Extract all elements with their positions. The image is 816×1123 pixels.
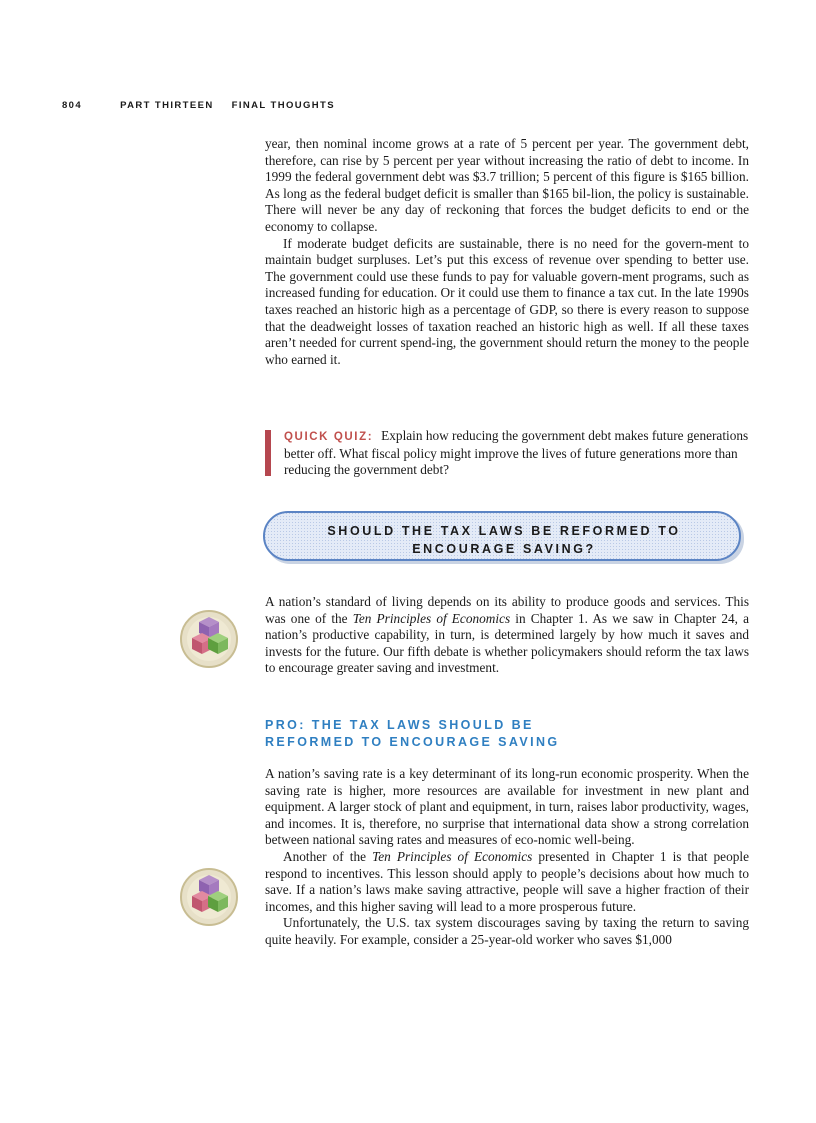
banner-title bbox=[262, 522, 746, 558]
book-title: Ten Principles of Economics bbox=[372, 848, 533, 864]
debate-title-banner bbox=[262, 510, 746, 566]
running-head bbox=[62, 100, 335, 111]
paragraph: year, then nominal income grows at a rate of 5 percent per year. The government debt, therefore, can rise by 5 percent per year without increasing the ratio of debt to income. In 1999 the federal government debt was $3.7 trillion; 5 percent of this figure is $165 billion. As long as the federal budget deficit is smaller than $165 bil-lion, the policy is sustainable. There will never be any day of reckoning that forces the budget deficits to end or the economy to collapse. bbox=[265, 136, 749, 234]
banner-line-1: SHOULD THE TAX LAWS BE REFORMED TO bbox=[327, 524, 681, 538]
paragraph bbox=[265, 594, 749, 677]
pro-heading bbox=[265, 717, 749, 751]
part-label: PART THIRTEEN bbox=[120, 100, 214, 111]
text-run: presented in Chapter 1 is that people respond to incentives. This lesson should apply to people’s decisions about how much to save. If a nation’s laws make saving attractive, people will save a higher fraction of their incomes, and this higher saving will lead to a more prosperous future. bbox=[265, 848, 749, 914]
paragraph bbox=[265, 849, 749, 915]
paragraph: If moderate budget deficits are sustainable, there is no need for the govern-ment to maintain budget surpluses. Let’s put this excess of revenue over spending to better use. The government could use these funds to pay for valuable govern-ment programs, such as increased funding for education. Or it could use them to finance a tax cut. In the late 1990s taxes reached an historic high as a percentage of GDP, so there is every reason to suppose that the deadweight losses of taxation reached an historic high as well. If all these taxes aren’t needed for current spend-ing, the government should return the money to the people who earned it. bbox=[265, 235, 749, 367]
pro-heading-line-2: REFORMED TO ENCOURAGE SAVING bbox=[265, 735, 560, 749]
quiz-accent-bar bbox=[265, 430, 271, 476]
intro bbox=[265, 594, 749, 677]
text-run: Another of the bbox=[283, 848, 373, 864]
section-label: FINAL THOUGHTS bbox=[231, 100, 335, 111]
principles-cubes-icon bbox=[178, 866, 240, 928]
text-run: in Chapter 1. As we saw in Chapter 24, a nation’s productive capability, in turn, is determined largely by how much it saves and invests for the future. Our fifth debate is whether policymakers should reform the tax laws to encourage greater saving and investment. bbox=[265, 610, 749, 676]
body-top bbox=[265, 136, 749, 368]
pro-section bbox=[265, 766, 749, 949]
text-run: A nation’s standard of living depends on its ability to produce goods and services. This was one of the bbox=[265, 594, 749, 626]
pro-heading-line-1: PRO: THE TAX LAWS SHOULD BE bbox=[265, 718, 534, 732]
book-title: Ten Principles of Economics bbox=[352, 610, 511, 626]
quiz-question: Explain how reducing the government debt makes future generations better off. What fiscal policy might improve the lives of future generations more than reducing the government debt? bbox=[284, 428, 749, 478]
paragraph: Unfortunately, the U.S. tax system discourages saving by taxing the return to saving quite heavily. For example, consider a 25-year-old worker who saves $1,000 bbox=[265, 915, 749, 947]
banner-line-2: ENCOURAGE SAVING? bbox=[412, 542, 596, 556]
quiz-text bbox=[284, 428, 749, 479]
quick-quiz bbox=[265, 428, 749, 479]
principles-cubes-icon bbox=[178, 608, 240, 670]
paragraph: A nation’s saving rate is a key determinant of its long-run economic prosperity. When the saving rate is higher, more resources are available for investment in new plant and equipment. A larger stock of plant and equipment, in turn, raises labor productivity, wages, and incomes. It is, therefore, no surprise that international data show a strong correlation between national saving rates and measures of eco-nomic well-being. bbox=[265, 766, 749, 848]
quiz-label: QUICK QUIZ: bbox=[284, 431, 374, 443]
page-number: 804 bbox=[62, 100, 83, 111]
